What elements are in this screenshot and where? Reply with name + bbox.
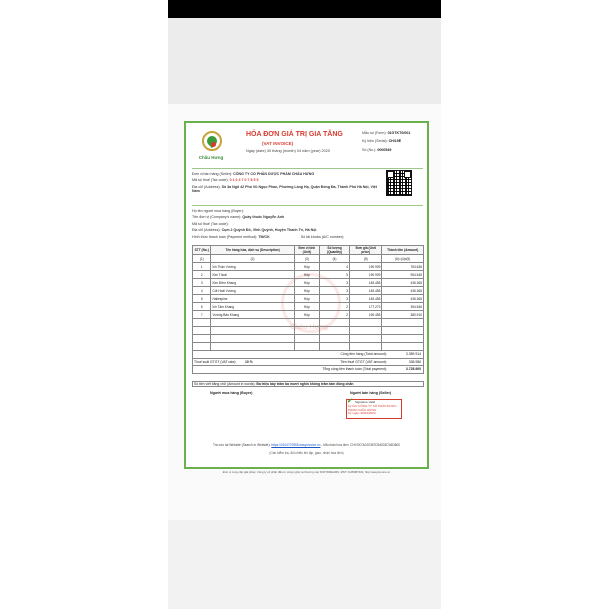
subtotal-row	[192, 351, 424, 359]
seller-signature-label: Người bán hàng (Seller)	[350, 391, 392, 395]
payment-label: Hình thức thanh toán (Payment method):	[192, 234, 258, 239]
form-value: 01GTKT0/001	[387, 131, 411, 135]
account-label: Số tài khoản (A/C number):	[300, 234, 345, 239]
empty-cell	[350, 335, 382, 343]
row-amount: 763.636	[382, 263, 424, 271]
buyer-name-label: Họ tên người mua hàng (Buyer):	[192, 209, 244, 213]
empty-table-row	[193, 327, 424, 335]
vat-amount: 338.986	[408, 359, 421, 364]
empty-cell	[382, 335, 424, 343]
row-no: 5	[193, 295, 211, 303]
row-description: Ích Thận Vương	[211, 263, 294, 271]
code-cell: (1)	[193, 255, 211, 263]
code-cell: (6)=(4)x(5)	[382, 255, 424, 263]
seller-address: Số 3a Ngõ 42 Phố Vũ Ngọc Phan, Phường Láng Hạ, Quận Đống Đa, Thành Phố Hà Nội, Việt Nam	[192, 184, 378, 194]
vat-rate: 10 %	[245, 359, 253, 364]
row-unit: Hộp	[294, 279, 319, 287]
grand-total: 3.728.900	[405, 367, 421, 371]
vat-invoice	[184, 121, 429, 469]
row-amount: 436.365	[382, 279, 424, 287]
row-no: 1	[193, 263, 211, 271]
empty-cell	[294, 327, 319, 335]
empty-cell	[320, 335, 350, 343]
row-quantity: 2	[320, 303, 350, 311]
empty-cell	[193, 335, 211, 343]
provider-footer: Đơn vị cung cấp giải pháp: Công ty cổ phần đầu tư công nghệ và thương mại SOFTDREAMS, MST: 0105987432, http://easyinvoice.vn	[222, 470, 391, 474]
row-amount: 436.365	[382, 287, 424, 295]
code-cell: (3)	[294, 255, 319, 263]
row-no: 2	[193, 271, 211, 279]
empty-cell	[320, 343, 350, 351]
code-cell: (5)	[350, 255, 382, 263]
row-unit: Hộp	[294, 311, 319, 319]
buyer-address-label: Địa chỉ (Address):	[192, 228, 221, 233]
col-description: Tên hàng hóa, dịch vụ (Description)	[211, 246, 294, 255]
row-description: Kim Đởm Khang	[211, 279, 294, 287]
row-quantity: 5	[320, 271, 350, 279]
empty-cell	[294, 319, 319, 327]
seller-tax-label: Mã số thuế (Tax code):	[192, 178, 229, 183]
table-row	[193, 279, 424, 287]
vat-rate-label: Thuế suất GTGT (VAT rate):	[194, 359, 237, 364]
stamp-signer: Ký bởi: CÔNG TY CỔ PHẦN DƯỢC PHẨM CHÂU HƯNG	[348, 403, 397, 412]
row-amount: 436.365	[382, 295, 424, 303]
empty-cell	[211, 327, 294, 335]
row-unit-price: 190.455	[350, 311, 382, 319]
row-quantity: 3	[320, 287, 350, 295]
divider	[192, 205, 423, 206]
form-label: Mẫu số (Form):	[362, 131, 387, 135]
seller-tax-code: 0 1 0 4 7 0 7 8 5 5	[229, 178, 259, 183]
empty-cell	[211, 343, 294, 351]
invoice-number: 0000549	[377, 147, 392, 152]
row-description: Ích Tâm Khang	[211, 303, 294, 311]
grand-total-row	[192, 366, 424, 374]
lookup-prefix: Tra cứu tại Website (Search in Website):	[213, 443, 271, 447]
empty-cell	[350, 327, 382, 335]
empty-table-row	[193, 319, 424, 327]
row-description: Cốt Hoài Vương	[211, 287, 294, 295]
items-table	[192, 245, 424, 351]
empty-cell	[211, 335, 294, 343]
row-amount: 380.910	[382, 311, 424, 319]
table-header-row	[193, 246, 424, 255]
empty-cell	[193, 319, 211, 327]
serial-label: Ký hiệu (Serial):	[362, 139, 388, 144]
serial-value: CH/19E	[388, 139, 402, 144]
row-unit: Hộp	[294, 287, 319, 295]
empty-cell	[382, 319, 424, 327]
invoice-title: HÓA ĐƠN GIÁ TRỊ GIA TĂNG	[246, 131, 343, 138]
row-quantity: 3	[320, 279, 350, 287]
top-grey-band	[168, 18, 441, 104]
row-quantity: 3	[320, 295, 350, 303]
divider	[192, 168, 423, 169]
empty-cell	[350, 343, 382, 351]
empty-cell	[294, 335, 319, 343]
row-quantity: 4	[320, 263, 350, 271]
col-quantity: Số lượng (Quantity)	[320, 246, 350, 255]
buyer-company-label: Tên đơn vị (Company's name):	[192, 215, 242, 220]
row-quantity: 2	[320, 311, 350, 319]
seller-name-label: Đơn vị bán hàng (Seller):	[192, 172, 233, 176]
table-row	[193, 311, 424, 319]
row-amount: 954.545	[382, 271, 424, 279]
col-unit-price: Đơn giá (Unit price)	[350, 246, 382, 255]
col-no: STT (No.)	[193, 246, 211, 255]
empty-cell	[382, 327, 424, 335]
row-description: Hallespine	[211, 295, 294, 303]
check-note: (Cần kiểm tra, đối chiếu khi lập, giao, nhận hóa đơn)	[269, 451, 344, 455]
seller-address-label: Địa chỉ (Address):	[192, 184, 221, 189]
row-no: 4	[193, 287, 211, 295]
qr-code-icon	[386, 170, 412, 196]
row-unit: Hộp	[294, 271, 319, 279]
payment-method: TM/CK	[258, 234, 270, 239]
empty-cell	[320, 327, 350, 335]
table-code-row	[193, 255, 424, 263]
buyer-tax-label: Mã số thuế (Tax code):	[192, 221, 229, 226]
seller-info	[192, 172, 382, 196]
bottom-grey-band	[168, 520, 441, 609]
number-label: Số (No.):	[362, 147, 377, 152]
row-description: Vương Bảo Khang	[211, 311, 294, 319]
vat-amount-label: Tiền thuế GTGT (VAT amount):	[340, 359, 387, 364]
empty-cell	[211, 319, 294, 327]
logo-icon	[202, 131, 222, 151]
subtotal-label: Cộng tiền hàng (Total amount):	[340, 352, 387, 356]
row-unit-price: 190.909	[350, 271, 382, 279]
invoice-meta	[362, 131, 410, 156]
invoice-subtitle: (VAT INVOICE)	[262, 141, 294, 146]
row-unit-price: 190.909	[350, 263, 382, 271]
amount-in-words-text: Ba triệu bảy trăm ba mươi nghìn không trăm tám đồng chẵn	[256, 382, 354, 386]
row-unit-price: 177.273	[350, 303, 382, 311]
lookup-code-label: - Mã nhận hóa đơn:	[321, 443, 350, 447]
issue-date: Ngày (date) 30 tháng (month) 04 năm (year) 2020	[246, 149, 330, 153]
code-cell: (4)	[320, 255, 350, 263]
table-row	[193, 303, 424, 311]
table-row	[193, 263, 424, 271]
empty-cell	[193, 327, 211, 335]
table-row	[193, 271, 424, 279]
row-no: 7	[193, 311, 211, 319]
amount-in-words-label: Số tiền viết bằng chữ (Amount in words):	[194, 382, 256, 386]
empty-cell	[382, 343, 424, 351]
row-unit: Hộp	[294, 263, 319, 271]
grand-total-label: Tổng cộng tiền thanh toán (Total payment):	[322, 367, 387, 371]
table-row	[193, 287, 424, 295]
table-row	[193, 295, 424, 303]
brand-name: Châu Hưng	[198, 155, 224, 160]
buyer-address: Cụm 2 Quỳnh Đô, Vĩnh Quỳnh, Huyện Thanh Trì, Hà Nội	[221, 228, 317, 233]
row-unit: Hộp	[294, 295, 319, 303]
col-amount: Thành tiền (Amount)	[382, 246, 424, 255]
stamp-date: Ký ngày: 30/04/2020	[348, 411, 376, 416]
vat-row	[192, 359, 424, 367]
row-unit-price: 145.455	[350, 279, 382, 287]
empty-table-row	[193, 335, 424, 343]
row-unit: Hộp	[294, 303, 319, 311]
amount-in-words	[192, 381, 424, 387]
empty-cell	[350, 319, 382, 327]
row-unit-price: 145.455	[350, 287, 382, 295]
totals-block	[192, 351, 424, 374]
lookup-link[interactable]: https://0104707855.easyinvoice.vn	[271, 443, 321, 447]
row-no: 6	[193, 303, 211, 311]
row-description: Kim Thoái	[211, 271, 294, 279]
buyer-info	[192, 209, 424, 241]
row-amount: 354.546	[382, 303, 424, 311]
col-unit: Đơn vị tính (Unit)	[294, 246, 319, 255]
empty-table-row	[193, 343, 424, 351]
seller-name: CÔNG TY CỔ PHẦN DƯỢC PHẨM CHÂU HƯNG	[233, 172, 315, 176]
row-unit-price: 145.455	[350, 295, 382, 303]
lookup-line	[186, 443, 427, 447]
buyer-signature-label: Người mua hàng (Buyer)	[210, 391, 253, 395]
items-body	[193, 263, 424, 351]
empty-cell	[193, 343, 211, 351]
empty-cell	[294, 343, 319, 351]
top-black-bar	[168, 0, 441, 18]
watermark-brand: Châu Hưng	[289, 324, 329, 331]
lookup-code: CHV3X7A020367D5453D746D800	[350, 443, 400, 447]
empty-cell	[320, 319, 350, 327]
stamp-valid-text: Signature Valid	[355, 400, 376, 404]
subtotal-value: 3.389.914	[405, 352, 421, 356]
digital-signature-stamp	[346, 399, 402, 419]
code-cell: (2)	[211, 255, 294, 263]
checkmark-icon: ✔	[347, 398, 353, 405]
buyer-company: Quầy thuốc Nguyễn Anh	[242, 215, 285, 220]
row-no: 3	[193, 279, 211, 287]
